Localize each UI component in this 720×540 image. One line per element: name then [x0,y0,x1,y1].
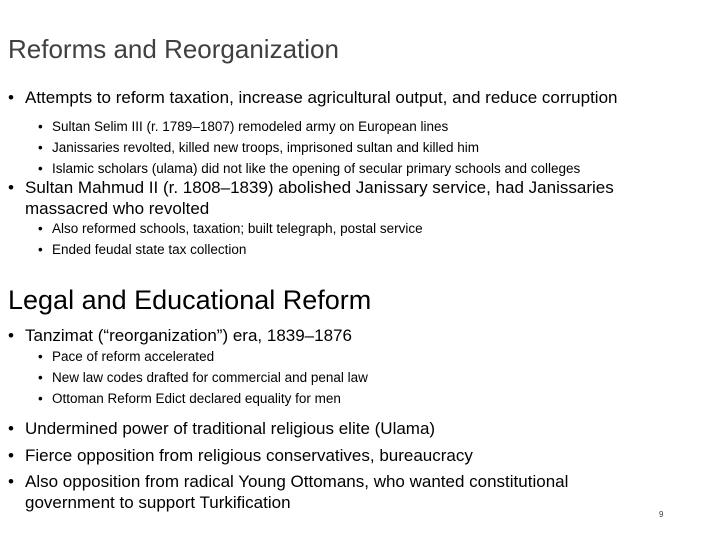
sub-bullet-text: Pace of reform accelerated [52,349,215,364]
sub-bullet-text: Sultan Selim III (r. 1789–1807) remodeled army on European lines [52,119,449,134]
page-number: 9 [659,510,664,519]
sub-bullet-glyph: • [38,161,43,176]
bullet-text: Undermined power of traditional religious elite (Ulama) [25,419,436,438]
sub-bullet-glyph: • [38,221,43,236]
sub-bullet-glyph: • [38,119,43,134]
sub-bullet-text: Ottoman Reform Edict declared equality for men [52,391,341,406]
bullet-glyph: • [8,326,14,345]
bullet-text: Tanzimat (“reorganization”) era, 1839–1876 [25,326,352,345]
sub-bullet-glyph: • [38,349,43,364]
sub-bullet-glyph: • [38,242,43,257]
bullet-text: Sultan Mahmud II (r. 1808–1839) abolished Janissary service, had Janissaries [25,178,614,197]
bullet-glyph: • [8,446,14,465]
sub-bullet-text: Islamic scholars (ulama) did not like the opening of secular primary schools and colleges [52,161,581,176]
bullet-glyph: • [8,419,14,438]
bullet-glyph: • [8,88,14,107]
sub-bullet-text: Ended feudal state tax collection [52,242,247,257]
bullet-glyph: • [8,472,14,491]
sub-bullet-text: New law codes drafted for commercial and penal law [52,370,368,385]
bullet-text: government to support Turkification [25,493,291,512]
bullet-text: Also opposition from radical Young Ottomans, who wanted constitutional [25,472,569,491]
section-title-legal-reform: Legal and Educational Reform [8,285,372,315]
bullet-text: Attempts to reform taxation, increase agricultural output, and reduce corruption [25,88,618,107]
sub-bullet-text: Janissaries revolted, killed new troops, imprisoned sultan and killed him [52,140,479,155]
sub-bullet-text: Also reformed schools, taxation; built telegraph, postal service [52,221,423,236]
bullet-glyph: • [8,178,14,197]
bullet-text: massacred who revolted [25,199,210,218]
sub-bullet-glyph: • [38,391,43,406]
bullet-text: Fierce opposition from religious conservatives, bureaucracy [25,446,473,465]
section-title-reforms: Reforms and Reorganization [8,34,339,64]
sub-bullet-glyph: • [38,140,43,155]
sub-bullet-glyph: • [38,370,43,385]
